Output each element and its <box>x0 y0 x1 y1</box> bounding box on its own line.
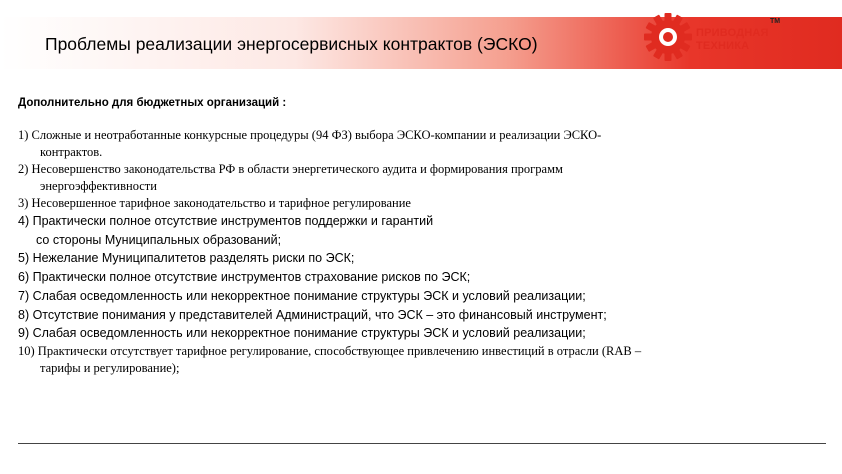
list-item: 3) Несовершенное тарифное законодательство и тарифное регулирование <box>18 196 411 210</box>
problem-list <box>18 127 828 377</box>
list-item: 2) Несовершенство законодательства РФ в области энергетического аудита и формирования программ энергоэффективности <box>18 162 563 193</box>
gear-icon <box>642 12 694 62</box>
list-item: 10) Практически отсутствует тарифное регулирование, способствующее привлечению инвестиций в отрасли (RAB – тарифы и регулирование); <box>18 343 642 375</box>
bottom-divider <box>18 443 826 444</box>
logo-wordmark: ПРИВОДНАЯ ТЕХНИКА <box>696 27 769 52</box>
trademark-mark: TM <box>770 18 781 25</box>
list-item: 8) Отсутствие понимания у представителей Администраций, что ЭСК – это финансовый инструмент; <box>18 307 607 322</box>
list-item: 5) Нежелание Муниципалитетов разделять риски по ЭСК; <box>18 251 355 266</box>
list-item: 1) Сложные и неотработанные конкурсные процедуры (94 ФЗ) выбора ЭСКО-компании и реализации ЭСКО- контрактов. <box>18 128 602 159</box>
list-item: 9) Слабая осведомленность или некорректное понимание структуры ЭСК и условий реализации; <box>18 326 586 341</box>
page-title: Проблемы реализации энергосервисных контрактов (ЭСКО) <box>45 34 538 54</box>
list-item: 4) Практически полное отсутствие инструментов поддержки и гарантий со стороны Муниципальных образований; <box>18 214 434 247</box>
list-item: 7) Слабая осведомленность или некорректное понимание структуры ЭСК и условий реализации; <box>18 288 586 303</box>
list-item: 6) Практически полное отсутствие инструментов страхование рисков по ЭСК; <box>18 270 471 285</box>
intro-heading: Дополнительно для бюджетных организаций : <box>18 97 287 109</box>
company-logo <box>642 12 790 62</box>
